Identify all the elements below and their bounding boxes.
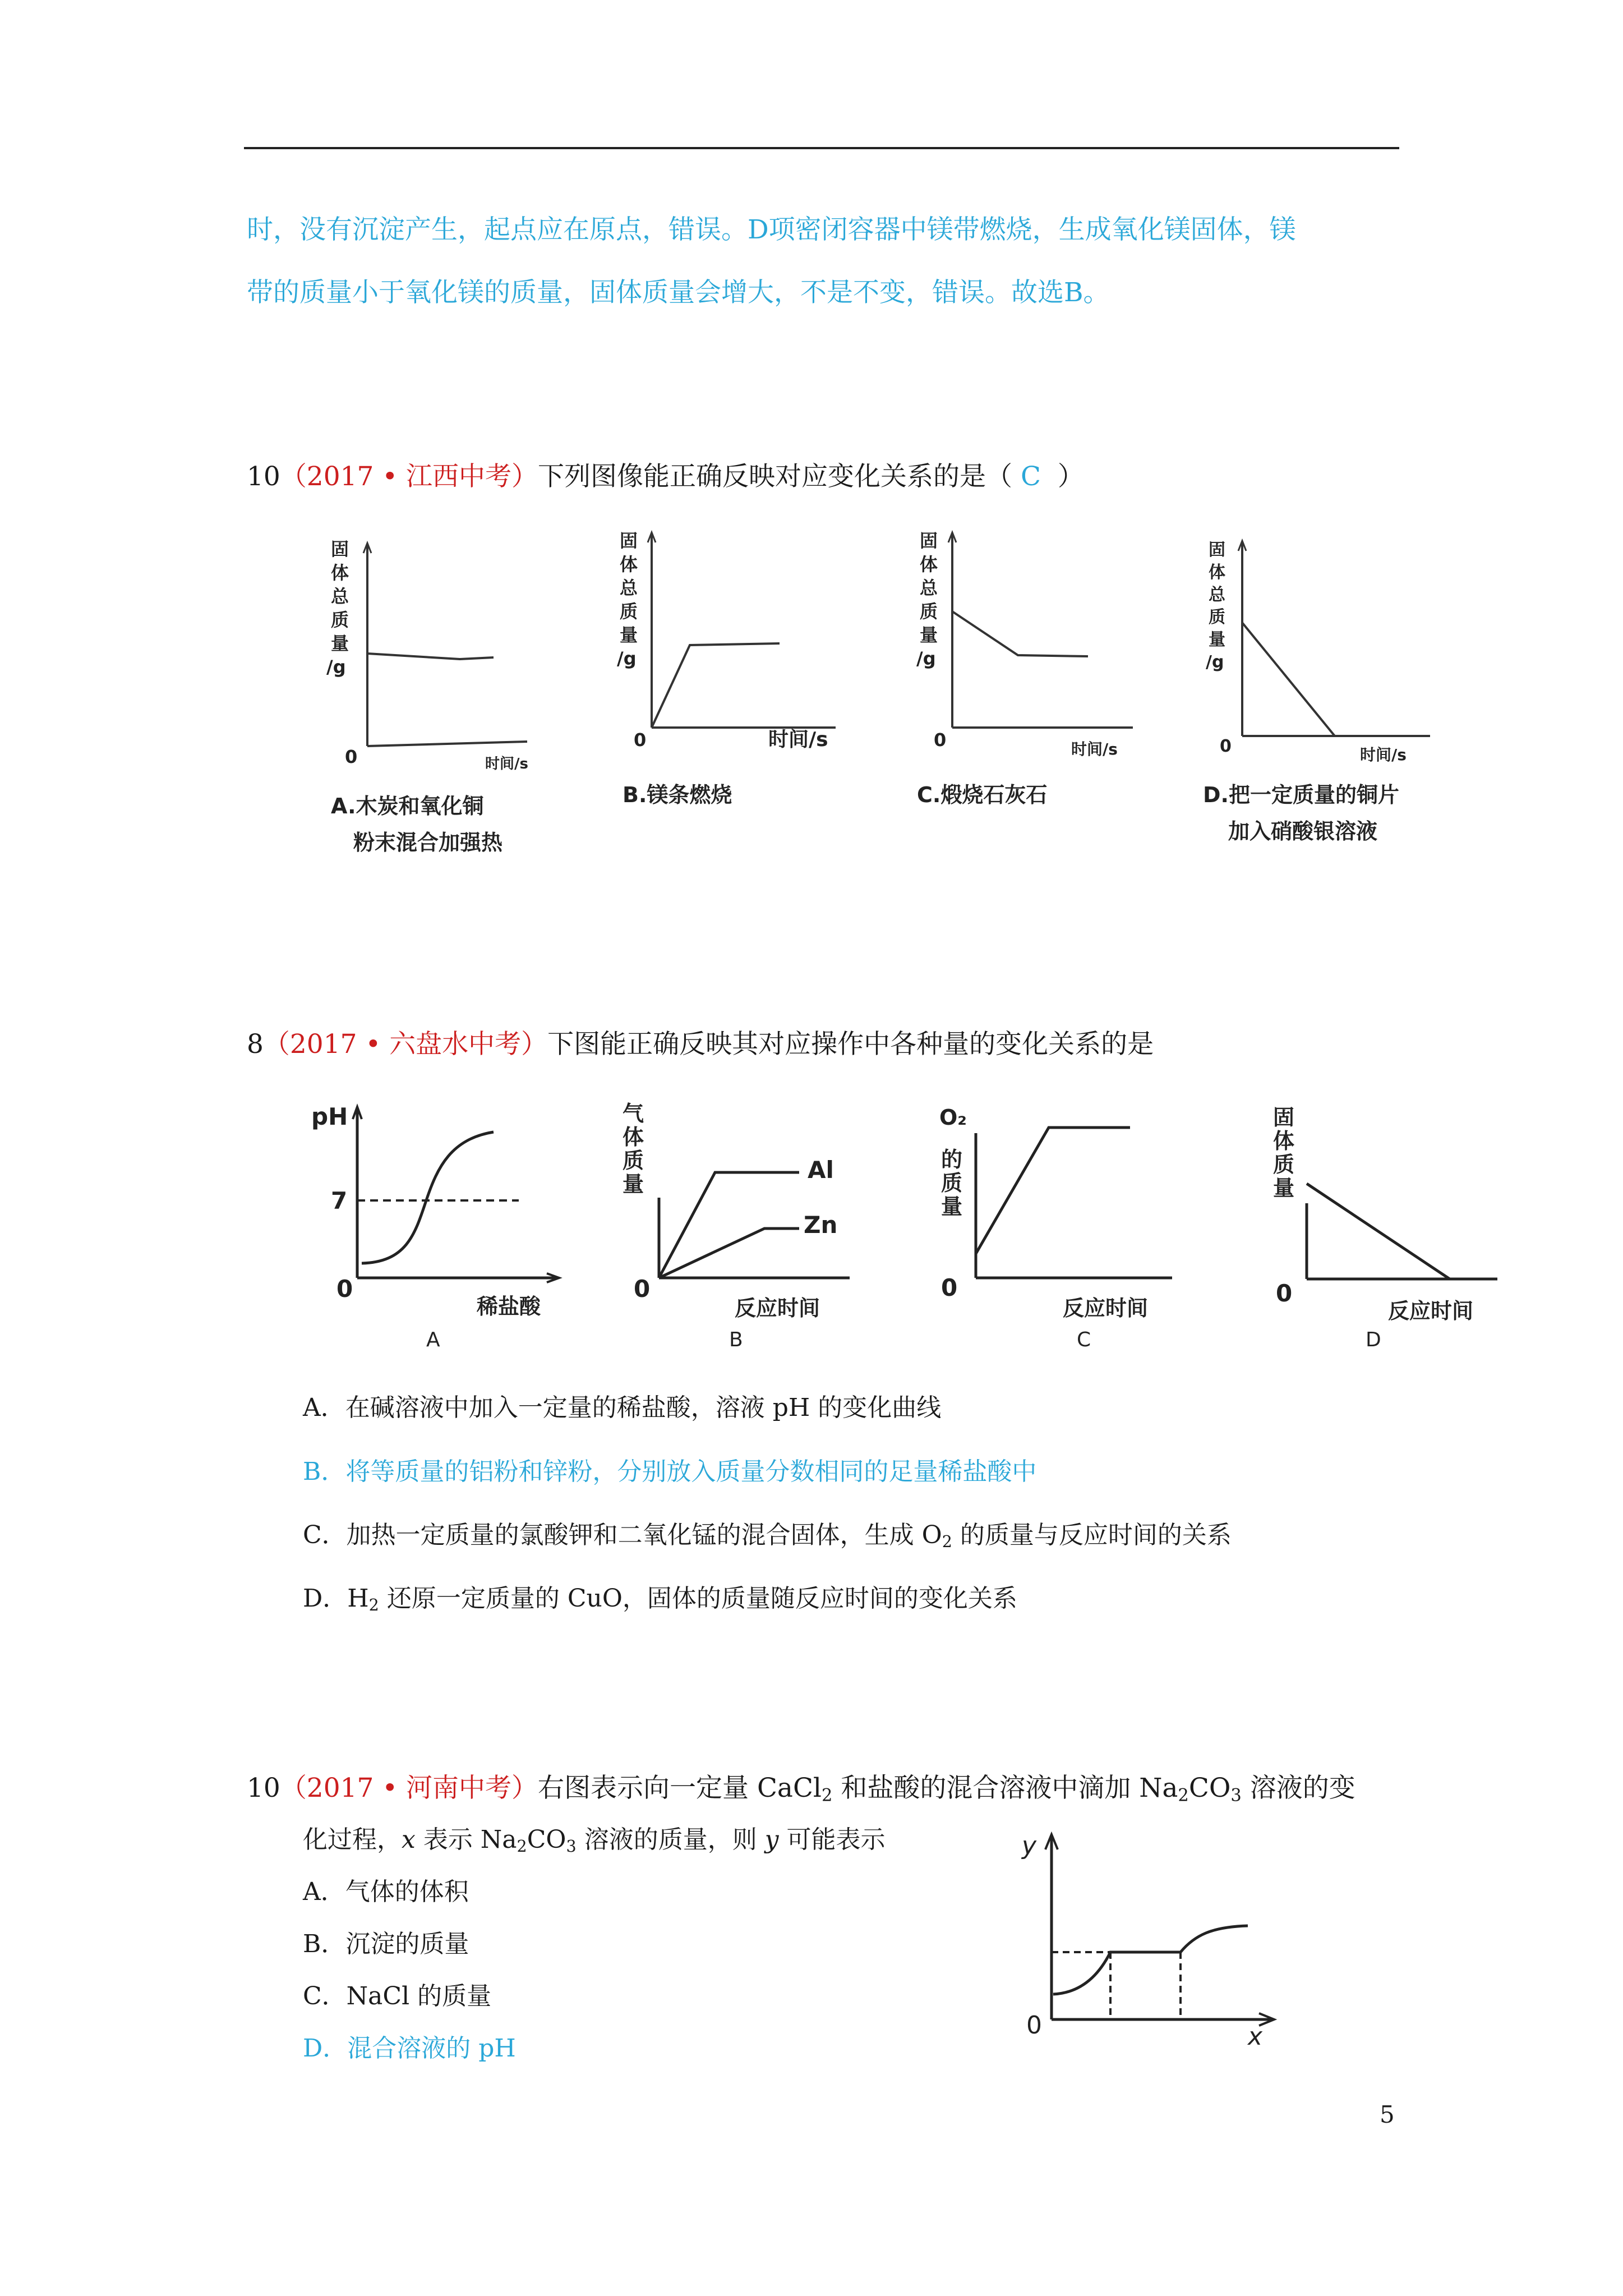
figure-letter: A bbox=[426, 1328, 440, 1351]
figure-caption: C.煅烧石灰石 bbox=[917, 783, 1048, 807]
x-axis-label: 时间/s bbox=[485, 756, 528, 772]
svg-text:质: 质 bbox=[1273, 1152, 1295, 1177]
svg-text:时间/s: 时间/s bbox=[1071, 740, 1118, 758]
svg-text:D: D bbox=[1366, 1328, 1381, 1351]
q3-option-b: B．沉淀的质量 bbox=[303, 1930, 469, 1958]
svg-text:量: 量 bbox=[920, 624, 938, 646]
question-3-stem-line-1: 10（2017 • 河南中考）右图表示向一定量 CaCl$_2$ 和盐酸的混合溶液中滴加 $Na_2CO_3$ 溶液的变 bbox=[247, 1773, 1355, 1806]
svg-text:的: 的 bbox=[941, 1147, 963, 1172]
question-2-stem: 8（2017 • 六盘水中考）下图能正确反映其对应操作中各种量的变化关系的是 bbox=[247, 1029, 1154, 1060]
svg-text:总: 总 bbox=[920, 577, 938, 599]
svg-text:体: 体 bbox=[920, 554, 938, 575]
svg-text:量: 量 bbox=[331, 633, 349, 654]
svg-text:/g: /g bbox=[1206, 652, 1224, 672]
svg-text:质: 质 bbox=[620, 601, 638, 622]
svg-text:质: 质 bbox=[1209, 608, 1225, 627]
q1-figure-c bbox=[909, 524, 1155, 818]
svg-text:质: 质 bbox=[941, 1171, 963, 1195]
q2-option-a: A．在碱溶液中加入一定量的稀盐酸，溶液 pH 的变化曲线 bbox=[303, 1393, 942, 1422]
svg-text:/g: /g bbox=[617, 648, 637, 669]
svg-text:时间/s: 时间/s bbox=[768, 728, 828, 751]
q3-figure bbox=[1009, 1826, 1279, 2064]
svg-text:C: C bbox=[1077, 1328, 1091, 1351]
svg-text:0: 0 bbox=[941, 1274, 958, 1301]
svg-text:时间/s: 时间/s bbox=[1360, 746, 1407, 764]
svg-text:质: 质 bbox=[623, 1148, 644, 1173]
origin-label: 0 bbox=[345, 746, 358, 767]
page-number: 5 bbox=[1380, 2101, 1395, 2128]
q3-option-a: A．气体的体积 bbox=[303, 1878, 469, 1906]
q2-figure-a bbox=[306, 1099, 575, 1354]
svg-text:总: 总 bbox=[1209, 585, 1225, 605]
svg-text:0: 0 bbox=[634, 1275, 651, 1303]
q1-figure-a bbox=[314, 533, 561, 883]
question-source: （2017 • 江西中考） bbox=[280, 461, 538, 492]
question-3-stem-line-2: 化过程，x 表示 $Na_2CO_3$ 溶液的质量，则 y 可能表示 bbox=[303, 1825, 886, 1856]
q3-option-c: C．NaCl 的质量 bbox=[303, 1982, 492, 2010]
q2-option-b: B．将等质量的铝粉和锌粉，分别放入质量分数相同的足量稀盐酸中 bbox=[303, 1457, 1037, 1486]
svg-text:0: 0 bbox=[634, 729, 647, 751]
svg-text:固: 固 bbox=[1209, 540, 1225, 560]
svg-text:0: 0 bbox=[1220, 737, 1232, 756]
tick-label: 7 bbox=[331, 1187, 348, 1214]
y-axis-label: y bbox=[1022, 1832, 1037, 1860]
q2-figure-c bbox=[909, 1099, 1178, 1354]
x-axis-label: x bbox=[1248, 2022, 1263, 2051]
series-label-zn: Zn bbox=[804, 1211, 838, 1239]
explanation-line-2: 带的质量小于氧化镁的质量，固体质量会增大，不是不变，错误。故选B。 bbox=[247, 277, 1110, 308]
q1-figure-d bbox=[1200, 539, 1458, 855]
svg-text:反应时间: 反应时间 bbox=[1063, 1296, 1149, 1320]
svg-text:体: 体 bbox=[623, 1125, 644, 1149]
svg-text:/g: /g bbox=[326, 656, 346, 678]
origin-label: 0 bbox=[1026, 2011, 1042, 2040]
svg-text:/g: /g bbox=[916, 648, 936, 669]
svg-text:量: 量 bbox=[941, 1194, 963, 1219]
y-axis-label-char: 固 bbox=[331, 539, 349, 560]
q1-figure-b bbox=[611, 524, 858, 818]
q2-figure-d bbox=[1239, 1099, 1509, 1354]
svg-text:0: 0 bbox=[934, 729, 947, 751]
svg-text:质: 质 bbox=[920, 601, 938, 622]
figure-caption: D.把一定质量的铜片 bbox=[1203, 783, 1399, 807]
svg-text:0: 0 bbox=[336, 1275, 353, 1303]
y-axis-label: pH bbox=[311, 1103, 348, 1130]
svg-text:固: 固 bbox=[1273, 1105, 1295, 1130]
svg-text:体: 体 bbox=[331, 562, 349, 583]
svg-text:总: 总 bbox=[331, 586, 349, 607]
svg-text:量: 量 bbox=[1273, 1176, 1295, 1200]
svg-text:总: 总 bbox=[620, 577, 638, 599]
svg-text:B: B bbox=[729, 1328, 743, 1351]
svg-text:量: 量 bbox=[1209, 630, 1225, 650]
question-1-stem: 10（2017 • 江西中考）下列图像能正确反映对应变化关系的是（ C ） bbox=[247, 461, 1084, 492]
svg-text:0: 0 bbox=[1276, 1280, 1293, 1307]
svg-text:气: 气 bbox=[623, 1101, 644, 1126]
q2-figure-b bbox=[608, 1099, 878, 1354]
series-label-al: Al bbox=[808, 1156, 834, 1184]
svg-text:稀盐酸: 稀盐酸 bbox=[477, 1294, 541, 1319]
svg-text:量: 量 bbox=[623, 1172, 644, 1197]
svg-text:体: 体 bbox=[620, 554, 638, 575]
svg-text:粉末混合加强热: 粉末混合加强热 bbox=[353, 830, 503, 855]
question-text: 下列图像能正确反映对应变化关系的是（ bbox=[538, 461, 1013, 492]
svg-text:质: 质 bbox=[331, 609, 349, 631]
svg-text:体: 体 bbox=[1209, 563, 1225, 582]
svg-text:反应时间: 反应时间 bbox=[1388, 1299, 1474, 1323]
q3-option-d: D．混合溶液的 pH bbox=[303, 2034, 516, 2063]
svg-text:体: 体 bbox=[1273, 1129, 1295, 1153]
svg-text:O₂: O₂ bbox=[939, 1105, 967, 1130]
explanation-line-1: 时，没有沉淀产生，起点应在原点，错误。D项密闭容器中镁带燃烧，生成氧化镁固体，镁 bbox=[247, 214, 1296, 245]
svg-text:反应时间: 反应时间 bbox=[735, 1296, 820, 1320]
svg-text:加入硝酸银溶液: 加入硝酸银溶液 bbox=[1228, 819, 1378, 844]
svg-text:量: 量 bbox=[620, 624, 638, 646]
figure-caption: A.木炭和氧化铜 bbox=[331, 794, 484, 818]
q2-option-d: D．$H_2$ 还原一定质量的 CuO，固体的质量随反应时间的变化关系 bbox=[303, 1584, 1017, 1615]
svg-text:固: 固 bbox=[620, 530, 638, 551]
header-rule bbox=[244, 147, 1399, 149]
q2-option-c: C．加热一定质量的氯酸钾和二氧化锰的混合固体，生成 $O_2$ 的质量与反应时间的关系 bbox=[303, 1521, 1232, 1552]
answer-letter: C bbox=[1020, 461, 1041, 492]
svg-text:固: 固 bbox=[920, 530, 938, 551]
figure-caption: B.镁条燃烧 bbox=[623, 783, 732, 807]
question-number: 10 bbox=[247, 461, 280, 492]
